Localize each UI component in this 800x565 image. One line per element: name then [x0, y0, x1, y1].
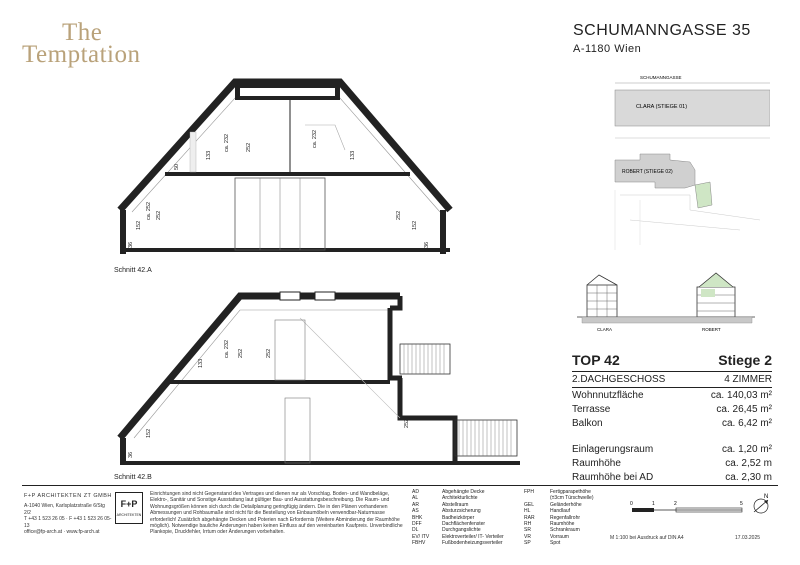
unit-row-value: ca. 6,42 m²: [721, 418, 772, 429]
unit-row: [572, 418, 772, 429]
legend-row: FBHV Fußbodenheizungsverteiler: [412, 540, 503, 547]
unit-row-label: Raumhöhe: [572, 458, 621, 469]
address-street: SCHUMANNGASSE 35: [573, 22, 751, 39]
unit-row-label: Terrasse: [572, 404, 611, 415]
legend-row: DFF Dachflächenfenster: [412, 521, 486, 528]
sec-a-dim-0: ca. 232: [224, 133, 230, 152]
elevation-diagram: [577, 265, 757, 335]
address-city: A-1180 Wien: [573, 43, 642, 55]
unit-floor-row: [572, 374, 772, 385]
north-label: N: [764, 494, 769, 500]
firm-block: [24, 493, 112, 535]
sec-a-dim-8: 152: [136, 220, 142, 230]
legend-row: AR Abstellraum: [412, 501, 469, 508]
firm-logo: [115, 492, 143, 524]
sec-a-dim-5: 50: [174, 163, 180, 170]
sec-a-dim-12: 36: [424, 241, 430, 248]
firm-name: F+P ARCHITEKTEN ZT GMBH: [24, 493, 112, 499]
brand-line2: Temptation: [22, 41, 141, 68]
brand-line1: The: [62, 19, 103, 46]
scale-tick-0: 0: [630, 501, 633, 507]
north-arrow-icon: [754, 499, 768, 513]
scale-tick-3: 5: [740, 501, 743, 507]
unit-row-value: ca. 26,45 m²: [716, 404, 772, 415]
legend-row: HL Handlauf: [524, 508, 571, 515]
legend-row: FPH Fertigparapethöhe (±3cm Türschwelle): [524, 489, 594, 502]
sec-a-dim-4: 133: [350, 150, 356, 160]
firm-address: A-1040 Wien, Karlsplatzstraße 6/Stg 2/2: [24, 503, 105, 516]
legend-row: RH Raumhöhe: [524, 521, 575, 528]
sec-a-dim-2: 133: [206, 150, 212, 160]
legend-row: RAR Regenfallrohr: [524, 514, 581, 521]
sec-b-dim-6: 252: [404, 418, 410, 428]
unit-row: [572, 444, 772, 455]
legend-row: AL Architekturlichte: [412, 495, 478, 502]
scale-bar: [605, 490, 775, 520]
sec-a-dim-6: ca. 252: [146, 201, 152, 220]
sec-a-dim-3: ca. 232: [312, 129, 318, 148]
legend-row: DL Durchgangslichte: [412, 527, 481, 534]
site-plan: [600, 70, 770, 255]
unit-row: [572, 472, 772, 483]
unit-row-label: Raumhöhe bei AD: [572, 472, 654, 483]
unit-info: [572, 352, 772, 492]
legend-row: SP Spot: [524, 540, 561, 547]
disclaimer: Einrichtungen sind nicht Gegenstand des Vertrages und dienen nur als Vorschlag. Boden- und Wandbeläge, Elektro-, Sanitär und Sonstige Ausstattung laut gültiger Bau- und Ausstattungsbeschreibung. Die Raum- und Wohnungsgrößen können sich durch die Detailplanung geringfügig ändern. Die in den Plänen vorhandenen Abmessungen und Rohbaumaße sind nicht für die Bestellung von Einbaumöbeln verwendbar-Naturmasse erforderlich! Zusätzlich abgehängte Decken und Poterien nach Erfordernis (Weitere Abminderung der Raumhöhe möglich). Notwendige bauliche Änderungen haben keinen Einfluss auf den vereinbarten Kaufpreis. Unverbindliche Plankopie, Druckfehler, Irrtum oder Änderungen vorbehalten.: [150, 491, 403, 536]
legend-row: SR Schrankraum: [524, 527, 580, 534]
abbreviation-legend-1: [412, 489, 522, 547]
unit-row-value: ca. 2,30 m: [725, 472, 772, 483]
unit-row-value: ca. 1,20 m²: [721, 444, 772, 455]
firm-email: office@fp-arch.at · www.fp-arch.at: [24, 529, 100, 536]
elevation-label-robert: ROBERT: [702, 327, 721, 332]
legend-row: GEL Geländerhöhe: [524, 501, 582, 508]
section-b-label: Schnitt 42.B: [114, 474, 152, 481]
sec-a-dim-7: 252: [156, 210, 162, 220]
legend-row: BHK Badheizkörper: [412, 514, 475, 521]
firm-logo-sub: ARCHITEKTEN: [116, 513, 142, 517]
unit-top: TOP 42: [572, 352, 620, 368]
sec-b-dim-0: ca. 232: [224, 339, 230, 358]
unit-row-label: Einlagerungsraum: [572, 444, 654, 455]
section-b-drawing: [110, 288, 530, 468]
legend-row: AS Absturzsicherung: [412, 508, 481, 515]
legend-row: VR Vorraum: [524, 533, 569, 540]
plan-date: 17.03.2025: [735, 535, 761, 541]
brand-logo: [22, 19, 141, 68]
site-street-label: SCHUMANNGASSE: [640, 75, 682, 80]
sec-b-dim-2: 252: [266, 348, 272, 358]
unit-header: [572, 352, 772, 368]
scale-note: M 1:100 bei Ausdruck auf DIN A4: [610, 535, 684, 541]
section-a-label: Schnitt 42.A: [114, 267, 152, 274]
scale-tick-2: 2: [674, 501, 677, 507]
sec-a-dim-1: 252: [246, 142, 252, 152]
elevation-label-clara: CLARA: [597, 327, 613, 332]
unit-row-value: ca. 140,03 m²: [710, 390, 772, 401]
sec-b-dim-4: 152: [146, 428, 152, 438]
unit-stiege: Stiege 2: [718, 352, 772, 368]
sec-b-dim-3: 133: [198, 358, 204, 368]
firm-phone: T +43 1 523 26 05 · F +43 1 523 26 05-13: [24, 516, 112, 529]
sec-b-dim-5: 36: [128, 451, 134, 458]
building-robert-label: ROBERT (STIEGE 02): [622, 169, 673, 175]
section-a-drawing: [110, 70, 460, 270]
firm-logo-text: F+P: [120, 499, 138, 509]
unit-row: [572, 390, 772, 401]
legend-row: AD Abgehängte Decke: [412, 489, 485, 495]
unit-row: [572, 404, 772, 415]
unit-row-label: Balkon: [572, 418, 603, 429]
sec-b-dim-1: 252: [238, 348, 244, 358]
sec-a-dim-9: 36: [128, 241, 134, 248]
unit-row-label: Wohnnutzfläche: [572, 390, 644, 401]
unit-rooms: 4 ZIMMER: [724, 374, 772, 385]
building-clara-label: CLARA (STIEGE 01): [636, 104, 688, 110]
sec-a-dim-11: 152: [412, 220, 418, 230]
scale-tick-1: 1: [652, 501, 655, 507]
sec-a-dim-10: 252: [396, 210, 402, 220]
unit-floor: 2.DACHGESCHOSS: [572, 374, 666, 385]
abbreviation-legend-2: [524, 489, 604, 547]
unit-row: [572, 458, 772, 469]
legend-row: EV/ ITV Elektroverteiler/ IT- Verteiler: [412, 533, 504, 540]
unit-row-value: ca. 2,52 m: [725, 458, 772, 469]
